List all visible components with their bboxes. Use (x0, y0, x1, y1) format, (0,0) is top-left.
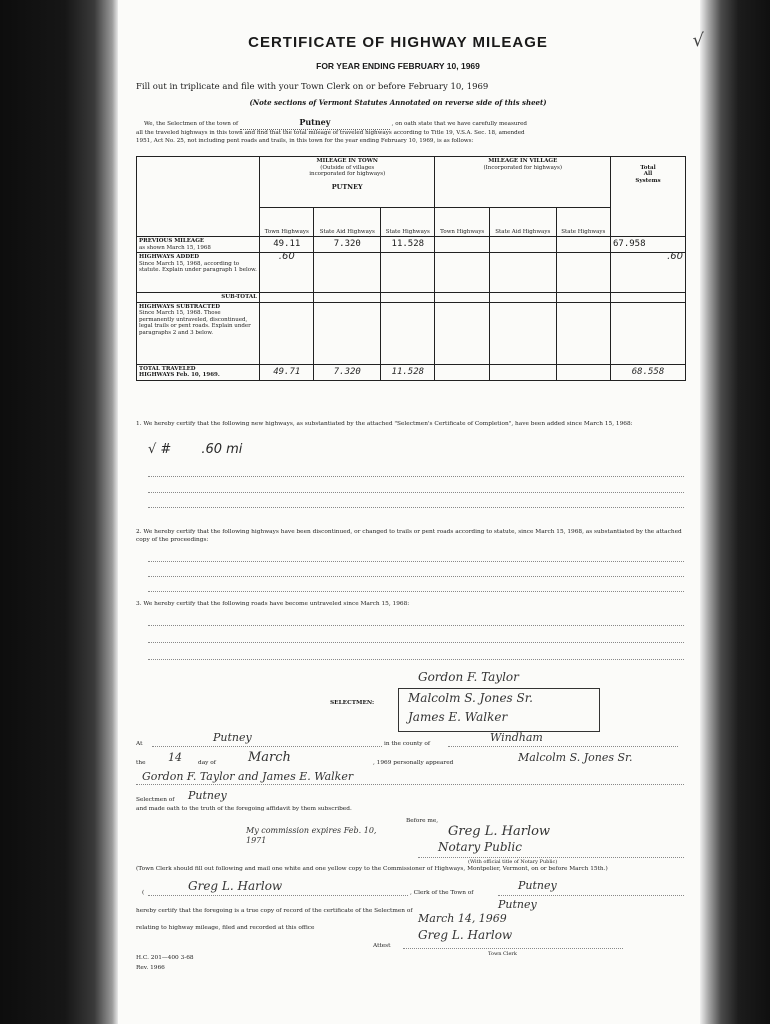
statute-note: (Note sections of Vermont Statutes Annotated on reverse side of this sheet) (249, 98, 547, 107)
col-state-highways: State Highways (381, 208, 435, 237)
affidavit-year-text: , 1969 personally appeared (373, 760, 454, 766)
selectmen-of-label: Selectmen of (136, 797, 175, 803)
subtracted-village-state-aid (489, 302, 556, 364)
prev-state-value: 11.528 (381, 237, 435, 253)
affidavit-county-label: in the county of (384, 741, 431, 747)
subtracted-total (611, 302, 686, 364)
row-added-label (137, 253, 260, 293)
prev-total-value: 67.958 (611, 237, 686, 253)
table-row-subtracted (137, 302, 686, 364)
table-row-total (137, 364, 686, 380)
table-row-previous (137, 237, 686, 253)
subtotal-town (260, 293, 314, 303)
added-state (381, 253, 435, 293)
selectmen-label: SELECTMEN: (330, 700, 375, 706)
subtracted-state (381, 302, 435, 364)
added-village-town (435, 253, 489, 293)
affidavit-the-label: the (136, 760, 146, 766)
total-village-town (435, 364, 489, 380)
total-all-value: 68.558 (611, 364, 686, 380)
subtotal-village-state-aid (489, 293, 556, 303)
row-added-title: HIGHWAYS ADDED (139, 254, 200, 260)
form-revision: Rev. 1966 (136, 965, 165, 971)
row-subtotal-label: SUB-TOTAL (137, 293, 260, 303)
clerk-name-line (148, 895, 408, 896)
clerk-town-line (498, 895, 684, 896)
table-row-added (137, 253, 686, 293)
affidavit-at-label: At (136, 741, 143, 747)
clerk-town-hand: Putney (518, 879, 557, 892)
certification-line-1 (136, 119, 684, 130)
prev-state-aid-value: 7.320 (314, 237, 381, 253)
added-village-state (556, 253, 610, 293)
total-sub1: All (643, 171, 653, 177)
total-title: Total (640, 164, 656, 171)
total-state-aid-value: 7.320 (314, 364, 381, 380)
town-clerk-label: Town Clerk (488, 951, 517, 957)
added-state-aid (314, 253, 381, 293)
subtotal-village-state (556, 293, 610, 303)
subtracted-state-aid (314, 302, 381, 364)
notary-line (418, 857, 684, 858)
paragraph-3: 3. We hereby certify that the following roads have become untraveled since March 15, 1968: (136, 601, 410, 607)
town-mileage-header (260, 157, 435, 208)
clerk-date-hand: March 14, 1969 (418, 912, 507, 925)
cert-town-name: Putney (299, 117, 331, 127)
table-town-name: PUTNEY (331, 183, 363, 191)
affidavit-town-hand: Putney (213, 731, 252, 744)
row-total-sub: HIGHWAYS Feb. 10, 1969. (139, 372, 220, 378)
p2-blank-line-1 (148, 561, 684, 562)
affidavit-town-line (152, 746, 382, 747)
affidavit-day-of-label: day of (198, 760, 216, 766)
attest-line (403, 948, 623, 949)
prev-village-town (435, 237, 489, 253)
town-group-title: MILEAGE IN TOWN (316, 158, 378, 164)
affidavit-appeared-line (136, 784, 684, 785)
subtotal-state-aid (314, 293, 381, 303)
form-number: H.C. 201—400 3-68 (136, 955, 194, 961)
affidavit-appeared-1: Malcolm S. Jones Sr. (518, 751, 633, 764)
clerk-paren: ( (142, 890, 145, 896)
selectman-signature-3: James E. Walker (408, 710, 508, 724)
town-group-sub2: incorporated for highways) (309, 171, 386, 177)
p3-blank-line-2 (148, 642, 684, 643)
filing-instruction: Fill out in triplicate and file with your Town Clerk on or before February 10, 1969 (136, 82, 489, 92)
certificate-page (118, 0, 704, 1024)
total-village-state (556, 364, 610, 380)
clerk-name-hand: Greg L. Harlow (188, 879, 283, 893)
total-sub2: Systems (635, 177, 661, 184)
cert-line-2: all the traveled highways in this town and find that the total mileage of traveled highways according to Title 19, V.S.A. Sec. 18, amended (136, 130, 525, 136)
subtracted-village-state (556, 302, 610, 364)
row-subtracted-sub: Since March 15, 1968. Those permanently untraveled, discontinued, legal trails or pent roads. Explain under paragraphs 2 and 3 below. (139, 310, 251, 336)
corner-handwritten-mark: √ (692, 30, 704, 51)
selectmen-of-town-hand: Putney (188, 789, 227, 802)
p1-blank-line-2 (148, 492, 684, 493)
clerk-of-label: , Clerk of the Town of (410, 890, 474, 896)
row-previous-label (137, 237, 260, 253)
village-mileage-header (435, 157, 611, 208)
table-corner-blank (137, 157, 260, 237)
row-prev-title: PREVIOUS MILEAGE (139, 238, 205, 244)
document-title: CERTIFICATE OF HIGHWAY MILEAGE (248, 34, 548, 51)
p2-blank-line-3 (148, 591, 684, 592)
notary-signature-title: Notary Public (438, 840, 522, 854)
cert-line1-end: , on oath state that we have carefully measured (391, 121, 527, 127)
total-village-state-aid (489, 364, 556, 380)
selectman-signature-2: Malcolm S. Jones Sr. (408, 691, 533, 705)
col-village-state-aid: State Aid Highways (489, 208, 556, 237)
row-total-title: TOTAL TRAVELED (139, 365, 196, 372)
total-town-value: 49.71 (260, 364, 314, 380)
row-prev-sub: as shown March 15, 1968 (139, 244, 211, 251)
p3-blank-line-1 (148, 625, 684, 626)
scan-shadow-right (700, 0, 770, 1024)
notary-signature: Greg L. Harlow (448, 824, 551, 839)
row-subtracted-title: HIGHWAYS SUBTRACTED (139, 303, 221, 310)
prev-village-state (556, 237, 610, 253)
col-village-state: State Highways (556, 208, 610, 237)
added-total-value: .60 (611, 253, 686, 293)
clerk-certify-text: hereby certify that the foregoing is a true copy of record of the certificate of the Selectmen of (136, 908, 413, 914)
p1-blank-line-3 (148, 507, 684, 508)
paragraph-2: 2. We hereby certify that the following highways have been discontinued, or changed to trails or pent roads according to statute, since March 15, 1968, as substantiated by the attached copy of the proceedings: (136, 529, 682, 543)
prev-village-state-aid (489, 237, 556, 253)
clerk-relating-text: relating to highway mileage, filed and recorded at this office (136, 925, 315, 931)
prev-town-value: 49.11 (260, 237, 314, 253)
notary-official-title: (With official title of Notary Public) (468, 859, 558, 865)
hand-mark-left: √ # (148, 442, 172, 457)
added-town-value: .60 (260, 253, 314, 293)
subtotal-total (611, 293, 686, 303)
affidavit-month-hand: March (248, 750, 291, 765)
total-all-systems-header (611, 157, 686, 237)
town-group-sub1: (Outside of villages (320, 164, 375, 171)
before-me-label: Before me, (406, 818, 439, 824)
subtracted-town (260, 302, 314, 364)
p3-blank-line-3 (148, 659, 684, 660)
col-state-aid-highways: State Aid Highways (314, 208, 381, 237)
p1-blank-line-1 (148, 476, 684, 477)
total-state-value: 11.528 (381, 364, 435, 380)
attest-label: Attest (373, 943, 391, 949)
year-line: FOR YEAR ENDING FEBRUARY 10, 1969 (316, 61, 480, 71)
row-total-label (137, 364, 260, 380)
table-row-subtotal (137, 293, 686, 303)
row-added-sub: Since March 15, 1968, according to statute. Explain under paragraph 1 below. (139, 260, 257, 273)
village-group-title: MILEAGE IN VILLAGE (488, 158, 558, 164)
p1-mileage-hand: .60 mi (201, 442, 243, 457)
added-village-state-aid (489, 253, 556, 293)
p2-blank-line-2 (148, 576, 684, 577)
affidavit-day-hand: 14 (168, 751, 182, 764)
selectman-signature-1: Gordon F. Taylor (418, 670, 519, 684)
mileage-table (136, 156, 686, 381)
subtotal-village-town (435, 293, 489, 303)
commission-expiry-hand: My commission expires Feb. 10, 1971 (246, 826, 377, 845)
subtracted-village-town (435, 302, 489, 364)
scan-shadow-left (0, 0, 118, 1024)
cert-line1-start: We, the Selectmen of the town of (144, 121, 239, 127)
cert-line-3: 1951, Act No. 25, not including pent roads and trails, in this town for the year ending February 10, 1969, is as follows: (136, 138, 474, 144)
col-village-town-highways: Town Highways (435, 208, 489, 237)
affidavit-appeared-2: Gordon F. Taylor and James E. Walker (142, 770, 354, 783)
cert-town-field (240, 119, 390, 130)
village-group-sub: (Incorporated for highways) (483, 164, 562, 171)
oath-text: and made oath to the truth of the foregoing affidavit by them subscribed. (136, 806, 352, 812)
clerk-instructions: (Town Clerk should fill out following and mail one white and one yellow copy to the Commissioner of Highways, Montpelier, Vermont, on or before March 15th.) (136, 866, 608, 872)
affidavit-county-hand: Windham (490, 731, 543, 744)
paragraph-1: 1. We hereby certify that the following new highways, as substantiated by the attached "Selectmen's Certificate of Completion", have been added since March 15, 1968: (136, 421, 633, 427)
paragraph-1-handwritten (148, 442, 242, 457)
attest-signature: Greg L. Harlow (418, 928, 513, 942)
col-town-highways: Town Highways (260, 208, 314, 237)
subtotal-state (381, 293, 435, 303)
clerk-certify-town-hand: Putney (498, 898, 537, 911)
row-subtracted-label (137, 302, 260, 364)
affidavit-county-line (448, 746, 678, 747)
